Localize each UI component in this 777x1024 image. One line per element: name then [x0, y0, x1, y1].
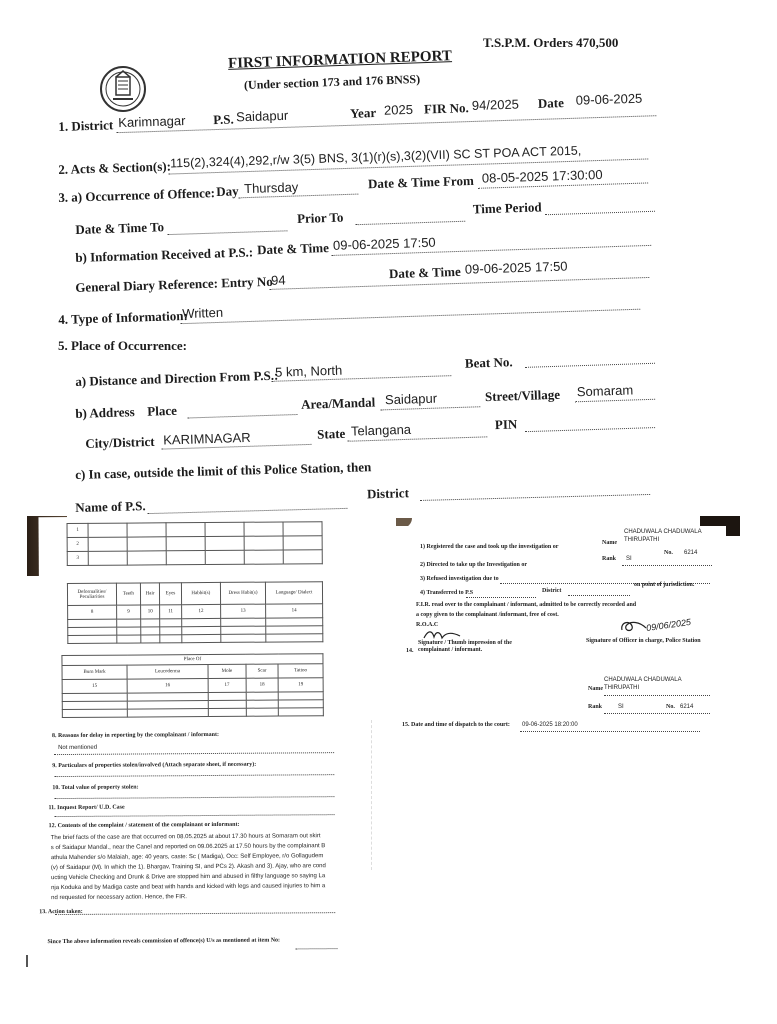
features-table: Deformalities/ Peculiarities Teeth Hair Eyes Habbit(s) Dress Habit(s) Language/ Dialect 8 9 10 11 12 13 14 [67, 581, 323, 644]
info-received-value: 09-06-2025 17:50 [332, 234, 436, 253]
a4-district: District [542, 588, 562, 594]
item14: 14. [406, 648, 414, 654]
street-value: Somaram [576, 382, 634, 400]
no-label-top: No. [664, 550, 673, 556]
q8-value: Not mentioned [58, 744, 98, 752]
right-panel [396, 526, 726, 746]
fir-read-text: F.I.R. read over to the complainant / informant, admitted to be correctly recorded and [416, 602, 637, 608]
row-outside-limit: c) In case, outside the limit of this Police Station, then [75, 459, 372, 482]
row-district: 1. District Karimnagar P.S. Saidapur Year 2025 FIR No. 94/2025 Date 09-06-2025 [58, 96, 658, 137]
roac-text: R.O.A.C [416, 622, 439, 628]
telangana-emblem-icon [99, 65, 147, 113]
signature-date: 09/06/2025 [645, 616, 692, 634]
officer-name-top: CHADUWALA CHADUWALA THIRUPATHI [624, 529, 702, 543]
q10-label: 10. Total value of property stolen: [52, 784, 139, 792]
acts-value: 115(2),324(4),292,r/w 3(5) BNS, 3(1)(r)(s),3(2)(VII) SC ST POA ACT 2015, [169, 143, 582, 171]
row-info-type: 4. Type of Information: Written [58, 291, 658, 332]
date-time-from-value: 08-05-2025 17:30:00 [481, 166, 603, 186]
sig-officer: Signature of Officer in charge, Police Station [586, 638, 701, 644]
year-value: 2025 [383, 101, 414, 118]
q13-text: Since The above information reveals commission of offence(s) U/s as mentioned at item No: [47, 937, 281, 946]
row-distance: a) Distance and Direction From P.S.: 5 km, North Beat No. [75, 354, 660, 394]
rank-value-2: SI [618, 704, 624, 710]
rank-value-top: SI [626, 556, 632, 562]
row-ps-name: Name of P.S. District [75, 481, 660, 518]
row-address: b) Address Place Area/Mandal Saidapur Street/Village Somaram [75, 386, 660, 426]
row-city: City/District KARIMNAGAR State Telangana PIN [85, 416, 660, 456]
row-info-received: b) Information Received at P.S.: Date & Time 09-06-2025 17:50 [75, 230, 660, 270]
officer-name-2: CHADUWALA CHADUWALA THIRUPATHI [604, 677, 682, 691]
a2-text: 2) Directed to take up the Investigation or [420, 562, 528, 568]
rank-label-top: Rank [602, 556, 617, 562]
q8-label: 8. Reasons for delay in reporting by the complainant / informant: [51, 731, 219, 740]
a4-tail: on point of jurisdiction. [634, 582, 695, 588]
top-page [40, 20, 680, 515]
gd-entry-value: 94 [270, 272, 286, 288]
left-panel [38, 515, 381, 957]
no-value-2: 6214 [680, 704, 694, 710]
state-value: Telangana [350, 421, 412, 439]
mandal-value: Saidapur [384, 390, 438, 408]
report-subtitle: (Under section 173 and 176 BNSS) [243, 71, 421, 93]
marks-table: Place Of Burn Mark Leucoderma Mole Scar Tattoo 15 16 17 18 19 [61, 653, 323, 718]
page-mark [26, 955, 28, 967]
copy-given-text: a copy given to the complainant /informant, free of cost. [416, 612, 559, 618]
city-value: KARIMNAGAR [162, 429, 251, 448]
info-type-value: Written [181, 304, 224, 322]
orders-ref: T.S.P.M. Orders 470,500 [483, 35, 619, 50]
distance-value: 5 km, North [274, 362, 343, 380]
sig-complainant: Signature / Thumb impression of the complainant / informant. [418, 640, 512, 653]
no-value-top: 6214 [684, 550, 698, 556]
q13-label: 13. Action taken: [39, 908, 83, 916]
date-value: 09-06-2025 [575, 90, 643, 108]
district-value: Karimnagar [118, 113, 186, 131]
a1-text: 1) Registered the case and took up the investigation or [420, 544, 559, 550]
q12-label: 12. Contents of the complaint / statement of the complainant or informant: [48, 821, 240, 830]
row-general-diary: General Diary Reference: Entry No 94 Date & Time 09-06-2025 17:50 [75, 260, 660, 300]
row-occurrence: 3. a) Occurrence of Offence: Day Thursday Date & Time From 08-05-2025 17:30:00 [58, 169, 658, 210]
no-label-2: No. [666, 704, 675, 710]
gd-date-time-value: 09-06-2025 17:50 [464, 258, 568, 277]
identity-table: 1 2 3 [67, 521, 323, 566]
row-date-time-to: Date & Time To Prior To Time Period [75, 202, 660, 242]
complaint-text: The brief facts of the case are that occurred on 08.05.2025 at about 17.30 hours at Somaram out skirt s of Saidapur Mandal., near the Canel and reported on 09.06.2025 at 17.50 hours by the complainant B athula Mahender s/o Malaiah, age: 40 years, caste: Sc ( Madiga), Occ: Self Employee, r/o Gollagudem (v) of Saidapur (M). In which the 1). Bhargav, Training SI, and PCs 2). Akash and 3). Ajay, who are cond ucting Vehicle Checking and Drunk & Drive are stopped him and abused in filthy language so saying La nja Koduka and by Madiga caste and beat with hands and kicked with legs and caused injuries to him a nd requested for necessary action. Hence, the FIR. [50, 833, 326, 902]
q11-label: 11. Inquest Report/ U.D. Case [48, 804, 125, 812]
row-acts: 2. Acts & Section(s): 115(2),324(4),292,r/w 3(5) BNS, 3(1)(r)(s),3(2)(VII) SC ST POA ACT 2015, [58, 141, 658, 182]
a3-text: 3) Refused investigation due to [420, 576, 499, 582]
page-crease [371, 720, 372, 870]
fir-value: 94/2025 [471, 96, 520, 113]
officer-signature-icon [618, 618, 648, 639]
a4-text: 4) Transferred to P.S [420, 590, 474, 596]
dispatch-value: 09-06-2025 18:20:00 [522, 722, 578, 728]
day-value: Thursday [243, 179, 299, 197]
rank-label-2: Rank [588, 704, 603, 710]
name-label-top: Name [602, 540, 617, 546]
q9-label: 9. Particulars of properties stolen/involved (Attach separate sheet, if necessary): [52, 761, 257, 770]
report-title: FIRST INFORMATION REPORT [227, 48, 453, 72]
name-label-2: Name [588, 686, 603, 692]
dispatch-label: 15. Date and time of dispatch to the court: [402, 722, 510, 728]
place-heading: 5. Place of Occurrence: [58, 338, 187, 353]
ps-value: Saidapur [235, 107, 289, 125]
